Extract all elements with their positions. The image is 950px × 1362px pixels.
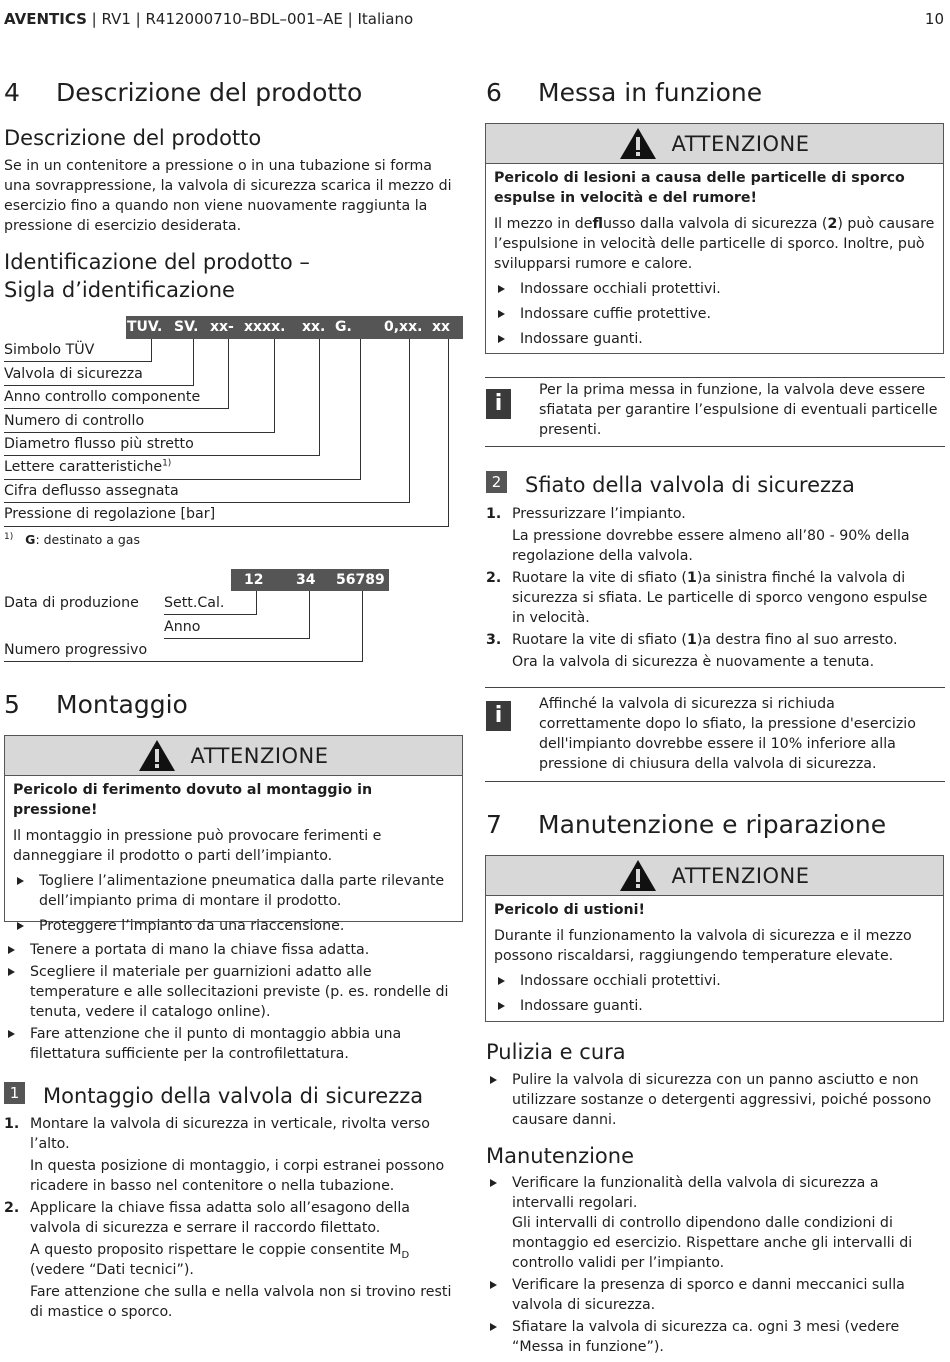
step-item	[486, 630, 942, 672]
footnote-mark: 1)	[4, 531, 14, 542]
warning-text: Il montaggio in pressione può provocare ferimenti e danneggiare il prodotto o parti dell’impianto.	[13, 828, 382, 864]
code-letters: G.	[335, 319, 352, 335]
subheading-manutenzione: Manutenzione	[486, 1144, 635, 1168]
warning-bullet: Indossare occhiali protettivi.	[494, 971, 935, 991]
section-number: 4	[4, 78, 20, 107]
list-item: Scegliere il materiale per guarnizioni adatto alle temperature e alle sollecitazioni previste (p. es. rondelle di tenuta, vedere il catalogo online).	[4, 962, 464, 1022]
leader-v-5	[319, 339, 320, 456]
mount-prep-list	[4, 940, 464, 1064]
note-subscript: D	[401, 1249, 410, 1261]
warning-lead: Pericolo di ferimento dovuto al montaggio in pressione!	[13, 782, 373, 818]
step-item	[486, 568, 942, 628]
note-part: A questo proposito rispettare le coppie consentite M	[30, 1242, 402, 1258]
label-lettere-text: Lettere caratteristiche	[4, 459, 163, 475]
leader-h-5	[4, 455, 320, 456]
label-anno: Anno controllo componente	[4, 389, 201, 405]
label-lettere	[4, 457, 171, 477]
label-pressione: Pressione di regolazione [bar]	[4, 506, 216, 522]
brand-name: AVENTICS	[4, 10, 87, 28]
info-note-first-start: Per la prima messa in funzione, la valvola deve essere sfiatata per garantire l’espulsione di eventuali particelle presenti.	[539, 382, 938, 438]
leader-v-1	[151, 339, 152, 362]
warning-bullet: Indossare guanti.	[494, 996, 935, 1016]
mount-steps	[4, 1114, 464, 1322]
list-item-note: Gli intervalli di controllo dipendono dalle condizioni di montaggio ed esercizio. Rispettare anche gli intervalli di controllo validi per l’impianto.	[512, 1215, 913, 1271]
vent-steps	[486, 504, 942, 672]
code-tuv: TUV.	[127, 319, 163, 335]
step-badge-1: 1	[4, 1082, 25, 1104]
section-5-heading	[4, 690, 188, 720]
date-leader-v-2	[309, 591, 310, 639]
leader-h-1	[4, 361, 152, 362]
section-title: Montaggio	[56, 690, 188, 719]
section-6-heading	[486, 78, 762, 108]
leader-h-2	[4, 385, 194, 386]
text-part: Ruotare la vite di sfiato (	[512, 632, 687, 648]
text-part: Ruotare la vite di sfiato (	[512, 570, 687, 586]
list-item: Tenere a portata di mano la chiave fissa adatta.	[4, 940, 464, 960]
subheading-descrizione: Descrizione del prodotto	[4, 126, 262, 150]
subheading-sfiato: Sfiato della valvola di sicurezza	[525, 473, 855, 497]
code-diameter: xx.	[302, 319, 326, 335]
warning-title: ATTENZIONE	[190, 743, 329, 768]
info-note-after-vent: Affinché la valvola di sicurezza si richiuda correttamente dopo lo sfiato, la pressione d'esercizio dell'impianto dovrebbe essere il 10% inferiore alla pressione di chiusura della valvola di sicurezza.	[539, 696, 916, 772]
step-number: 1.	[4, 1116, 20, 1132]
text-part: 2	[827, 216, 838, 232]
step-item	[4, 1198, 464, 1322]
text-part: 1	[686, 570, 697, 586]
step-number: 2.	[486, 570, 502, 586]
leader-h-8	[4, 526, 449, 527]
subheading-pulizia: Pulizia e cura	[486, 1040, 626, 1064]
leader-v-7	[409, 339, 410, 503]
leader-v-4	[274, 339, 275, 433]
warning-triangle-icon	[619, 127, 657, 160]
warning-text	[494, 214, 935, 274]
warning-box-montaggio	[4, 735, 463, 934]
code-pressure: xx	[432, 319, 451, 335]
leader-h-3	[4, 408, 229, 409]
step-item	[486, 504, 942, 566]
warning-bullet: Indossare guanti.	[494, 329, 935, 349]
section-number: 5	[4, 690, 20, 719]
step-badge-2: 2	[486, 471, 507, 493]
text-part: fl	[592, 216, 603, 232]
list-item: Sfiatare la valvola di sicurezza ca. ogni 3 mesi (vedere “Messa in funzione”).	[486, 1317, 944, 1357]
step-text	[512, 630, 942, 650]
warning-lead: Pericolo di ustioni!	[494, 902, 645, 918]
info-rule-top	[485, 687, 945, 688]
warning-bullet: Proteggere l’impianto da una riaccensione.	[13, 916, 454, 936]
step-number: 2.	[4, 1200, 20, 1216]
step-note: La pressione dovrebbe essere almeno all’80 - 90% della regolazione della valvola.	[512, 528, 910, 564]
page-header	[4, 9, 413, 29]
page-number: 10	[924, 10, 944, 28]
label-valvola: Valvola di sicurezza	[4, 366, 143, 382]
step-note: Ora la valvola di sicurezza è nuovamente a tenuta.	[512, 654, 875, 670]
warning-box-ustioni	[485, 855, 944, 1022]
warning-title: ATTENZIONE	[671, 863, 810, 888]
warning-bullet: Indossare cuffie protettive.	[494, 304, 935, 324]
list-item	[486, 1173, 944, 1273]
date-serial: 56789	[336, 572, 385, 588]
info-rule-bottom	[485, 781, 945, 782]
leader-v-2	[193, 339, 194, 386]
section-7-heading	[486, 810, 886, 840]
step-number: 1.	[486, 506, 502, 522]
date-leader-v-3	[362, 591, 363, 662]
identification-code-bar	[126, 316, 463, 339]
warning-bar	[486, 124, 943, 164]
date-leader-v-1	[256, 591, 257, 615]
leader-h-7	[4, 502, 410, 503]
leader-v-3	[228, 339, 229, 409]
info-icon: i	[486, 389, 511, 419]
step-text	[512, 568, 942, 628]
warning-triangle-icon	[138, 739, 176, 772]
date-year: 34	[296, 572, 316, 588]
warning-bar	[486, 856, 943, 896]
maintenance-list	[486, 1173, 944, 1357]
warning-lead: Pericolo di lesioni a causa delle particelle di sporco espulse in velocità e del rumore!	[494, 170, 905, 206]
info-rule-bottom	[485, 446, 945, 447]
text-part: ) può causare l’espulsione in velocità delle particelle di sporco. Inoltre, può svilupparsi rumore e calore.	[494, 216, 935, 272]
footnote-g: G	[25, 532, 36, 547]
section-title: Messa in funzione	[538, 78, 763, 107]
subheading-identificazione: Identificazione del prodotto –	[4, 250, 310, 274]
list-item: Verificare la presenza di sporco e danni meccanici sulla valvola di sicurezza.	[486, 1275, 944, 1315]
info-icon: i	[486, 701, 511, 731]
text-part: 1	[686, 632, 697, 648]
label-anno-prod: Anno	[164, 619, 201, 635]
info-rule-top	[485, 377, 945, 378]
date-leader-h-2	[164, 638, 310, 639]
document-id: | RV1 | R412000710–BDL–001–AE | Italiano	[86, 10, 414, 28]
warning-bullet: Indossare occhiali protettivi.	[494, 279, 935, 299]
note-part: (vedere “Dati tecnici”).	[30, 1262, 194, 1278]
warning-title: ATTENZIONE	[671, 131, 810, 156]
text-part: Il mezzo in de	[494, 216, 593, 232]
step-number: 3.	[486, 632, 502, 648]
step-note: Fare attenzione che sulla e nella valvola non si trovino resti di mastice o sporco.	[30, 1284, 452, 1320]
code-number: xxxx.	[244, 319, 286, 335]
step-text: Applicare la chiave fissa adatta solo all’esagono della valvola di sicurezza e serrare il raccordo filettato.	[30, 1200, 410, 1236]
section-number: 7	[486, 810, 502, 839]
code-flow: 0,xx.	[384, 319, 423, 335]
step-item	[4, 1114, 464, 1196]
label-data-produzione: Data di produzione	[4, 595, 139, 611]
step-text: Pressurizzare l’impianto.	[512, 506, 686, 522]
date-leader-h-1	[164, 614, 257, 615]
warning-triangle-icon	[619, 859, 657, 892]
section-number: 6	[486, 78, 502, 107]
label-numero: Numero di controllo	[4, 413, 145, 429]
section-4-heading	[4, 78, 362, 108]
footnote-text: : destinato a gas	[35, 532, 140, 547]
list-item: Pulire la valvola di sicurezza con un panno asciutto e non utilizzare sostanze o detergenti aggressivi, poiché possono causare danni.	[486, 1070, 938, 1130]
text-part: usso dalla valvola di sicurezza (	[602, 216, 828, 232]
list-item-text: Verificare la funzionalità della valvola di sicurezza a intervalli regolari.	[512, 1175, 879, 1211]
leader-v-8	[448, 339, 449, 527]
label-cifra: Cifra deflusso assegnata	[4, 483, 179, 499]
warning-box-messa-in-funzione	[485, 123, 944, 354]
text-part: )a destra fino al suo arresto.	[696, 632, 898, 648]
leader-h-4	[4, 432, 275, 433]
date-leader-h-3	[4, 661, 363, 662]
warning-text: Durante il funzionamento la valvola di sicurezza e il mezzo possono riscaldarsi, raggiungendo temperature elevate.	[494, 928, 912, 964]
step-note: In questa posizione di montaggio, i corpi estranei possono ricadere in basso nel contenitore o nella tubazione.	[30, 1158, 445, 1194]
section-title: Manutenzione e riparazione	[538, 810, 887, 839]
warning-bar	[5, 736, 462, 776]
cleaning-list	[486, 1070, 938, 1130]
date-week: 12	[244, 572, 264, 588]
step-note	[30, 1240, 464, 1280]
section-title: Descrizione del prodotto	[56, 78, 363, 107]
subheading-montaggio-valvola: Montaggio della valvola di sicurezza	[43, 1084, 424, 1108]
product-description: Se in un contenitore a pressione o in una tubazione si forma una sovrappressione, la valvola di sicurezza scarica il mezzo di esercizio fino a quando non viene nuovamente raggiunta la pressione di esercizio desiderata.	[4, 158, 452, 234]
step-text: Montare la valvola di sicurezza in verticale, rivolta verso l’alto.	[30, 1116, 430, 1152]
code-year: xx-	[210, 319, 234, 335]
label-sett-cal: Sett.Cal.	[164, 595, 225, 611]
code-sv: SV.	[174, 319, 199, 335]
warning-bullet: Togliere l’alimentazione pneumatica dalla parte rilevante dell’impianto prima di montare il prodotto.	[13, 871, 454, 911]
leader-h-6	[4, 479, 361, 480]
text-part: )a sinistra finché la valvola di sicurezza si sfiata. Le particelle di sporco vengono espulse in velocità.	[512, 570, 928, 626]
subheading-sigla: Sigla d’identificazione	[4, 278, 235, 302]
footnote-ref: 1)	[162, 458, 172, 469]
label-numero-progressivo: Numero progressivo	[4, 642, 148, 658]
list-item: Fare attenzione che il punto di montaggio abbia una filettatura sufficiente per la controfilettatura.	[4, 1024, 464, 1064]
date-code-bar	[231, 569, 389, 591]
label-simbolo-tuv: Simbolo TÜV	[4, 342, 95, 358]
footnote	[4, 531, 140, 549]
leader-v-6	[360, 339, 361, 480]
label-diametro: Diametro flusso più stretto	[4, 436, 194, 452]
